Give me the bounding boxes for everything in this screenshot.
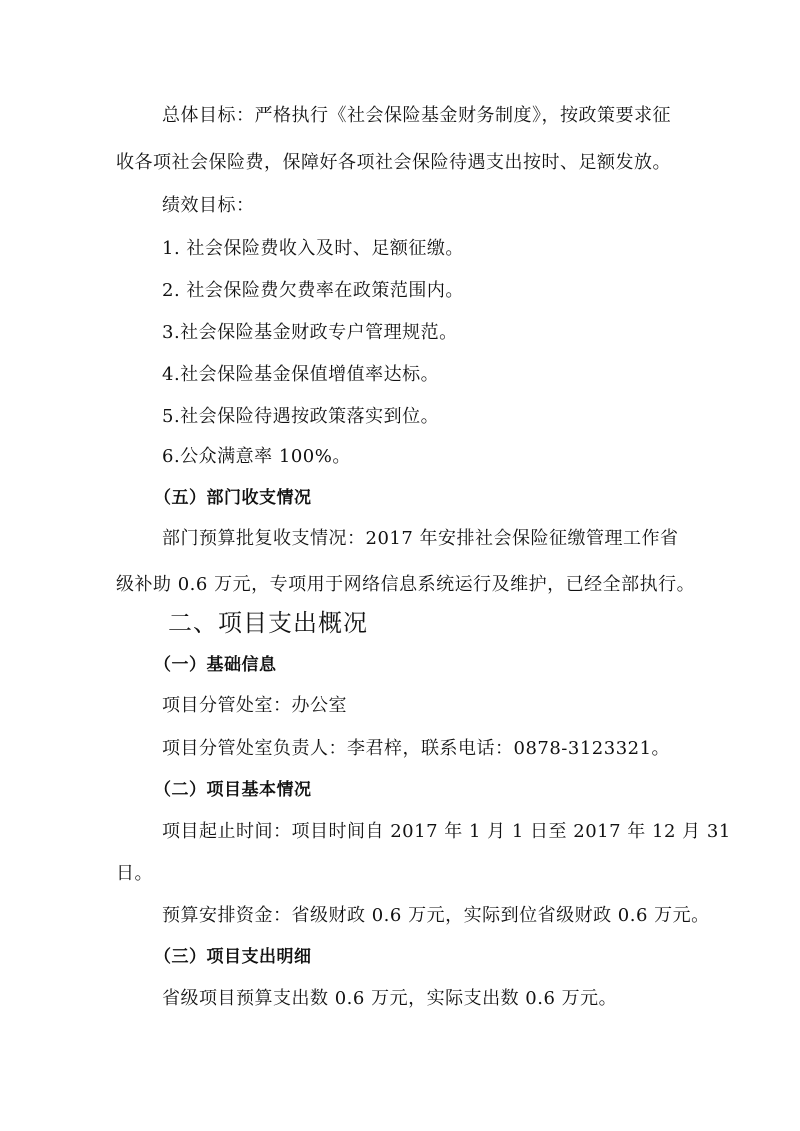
section-title: 二、项目支出概况 [168, 609, 368, 637]
project-period-line-2: 日。 [116, 863, 153, 884]
project-budget: 预算安排资金：省级财政 0.6 万元，实际到位省级财政 0.6 万元。 [162, 905, 710, 926]
overall-goal-line-2: 收各项社会保险费，保障好各项社会保险待遇支出按时、足额发放。 [116, 152, 671, 173]
project-detail-line: 省级项目预算支出数 0.6 万元，实际支出数 0.6 万元。 [162, 988, 618, 1009]
dept-income-expense-line-1: 部门预算批复收支情况：2017 年安排社会保险征缴管理工作省 [162, 528, 679, 549]
project-office: 项目分管处室：办公室 [162, 695, 347, 716]
dept-income-expense-line-2: 级补助 0.6 万元，专项用于网络信息系统运行及维护，已经全部执行。 [116, 574, 696, 595]
performance-goal-item: 1. 社会保险费收入及时、足额征缴。 [162, 238, 464, 259]
basic-info-heading: （一）基础信息 [154, 655, 277, 675]
project-contact: 项目分管处室负责人：李君梓，联系电话：0878-3123321。 [162, 738, 671, 759]
overall-goal-line-1: 总体目标：严格执行《社会保险基金财务制度》，按政策要求征 [162, 105, 671, 126]
performance-goal-item: 2. 社会保险费欠费率在政策范围内。 [162, 280, 464, 301]
project-basic-heading: （二）项目基本情况 [154, 780, 312, 800]
dept-income-expense-heading: （五）部门收支情况 [154, 488, 312, 508]
project-detail-heading: （三）项目支出明细 [154, 947, 312, 967]
performance-goal-item: 4.社会保险基金保值增值率达标。 [162, 364, 440, 385]
performance-goal-item: 6.公众满意率 100%。 [162, 446, 351, 467]
performance-goal-item: 5.社会保险待遇按政策落实到位。 [162, 406, 440, 427]
project-period-line-1: 项目起止时间：项目时间自 2017 年 1 月 1 日至 2017 年 12 月 31 [162, 821, 731, 842]
performance-goal-item: 3.社会保险基金财政专户管理规范。 [162, 322, 458, 343]
performance-goals-label: 绩效目标： [162, 195, 255, 216]
